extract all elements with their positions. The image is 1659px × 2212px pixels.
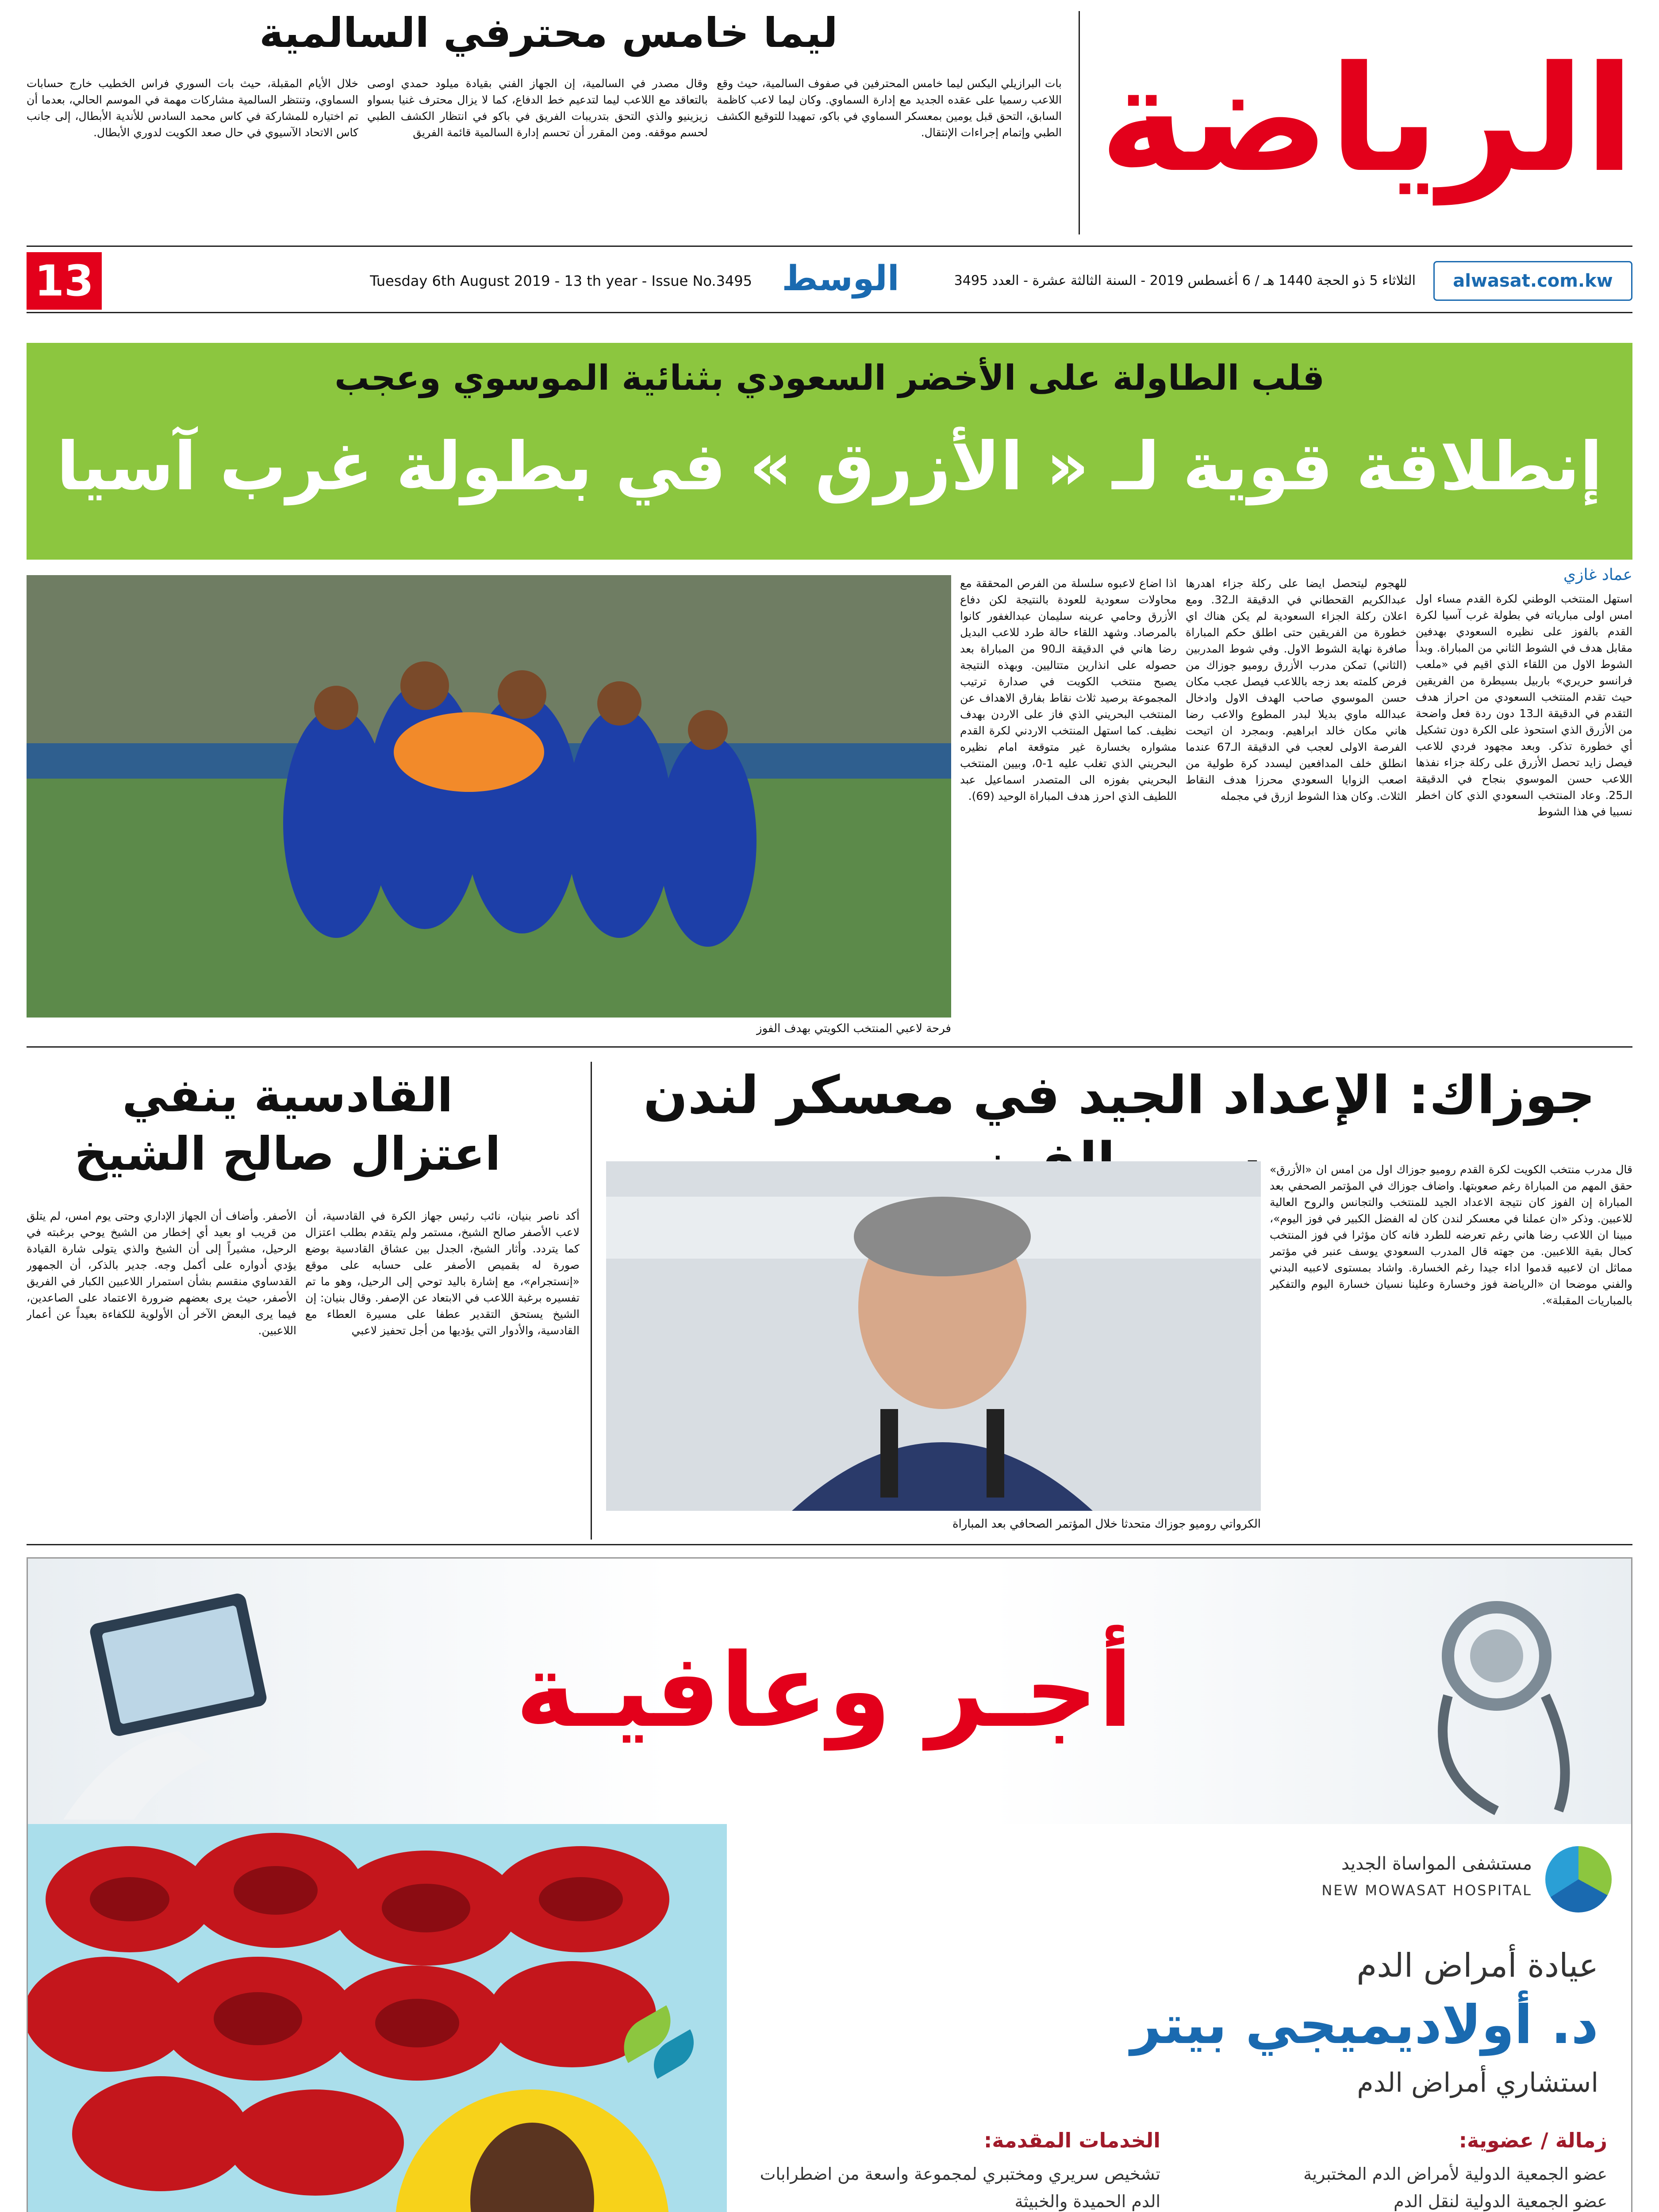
date-arabic: الثلاثاء 5 ذو الحجة 1440 هـ / 6 أغسطس 2019 - السنة الثالثة عشرة - العدد 3495 bbox=[954, 273, 1416, 288]
coach-press-conference-image bbox=[606, 1161, 1261, 1511]
lead-kicker: قلب الطاولة على الأخضر السعودي بثنائية الموسوي وعجب bbox=[334, 358, 1325, 398]
memberships-title: زمالة / عضوية: bbox=[1459, 2128, 1607, 2152]
coach-photo bbox=[606, 1161, 1261, 1511]
hospital-name-ar: مستشفى المواساة الجديد bbox=[1341, 1854, 1532, 1874]
top-headline: ليما خامس محترفي السالمية bbox=[259, 9, 838, 57]
lead-photo bbox=[27, 575, 951, 1018]
lead-photo-caption: فرحة لاعبي المنتخب الكويتي بهدف الفوز bbox=[757, 1022, 951, 1035]
mowasat-ad bbox=[27, 1557, 1632, 2212]
hospital-logo bbox=[1240, 1837, 1612, 1917]
service-item: تشخيص سريري ومختبري لمجموعة واسعة من اضطرابات الدم الحميدة والخبيثة bbox=[760, 2164, 1160, 2211]
players-celebrating-image bbox=[27, 575, 951, 1018]
top-col-3: خلال الأيام المقبلة، حيث بات السوري فراس الخطيب خارج حسابات السماوي، وتنتظر السالمية مشاركات مهمة في الموسم الحالي، بعدما أن تم اختياره للمشاركة في كاس محمد السادس للأندية الأبطال، إلى جانب كاس الاتحاد الآسيوي في حال صعد الكويت لدوري الأبطال. bbox=[27, 77, 358, 139]
tablet-hand-image bbox=[46, 1572, 276, 1820]
paper-name: الوسط bbox=[782, 259, 899, 299]
hospital-name-en: NEW MOWASAT HOSPITAL bbox=[1321, 1882, 1532, 1899]
doctor-specialty: استشاري أمراض الدم bbox=[1357, 2067, 1598, 2098]
top-col-2: وقال مصدر في السالمية، إن الجهاز الفني بقيادة ميلود حمدي اوصى بالتعاقد مع اللاعب ليما لتدعيم خط الدفاع، كما لا يزال محترف غنيا بسواو زيزينيو والذي التحق بتدريبات الفريق في باكو في انتظار الكشف الطبي لحسم موقفه. ومن المقرر أن تحسم إدارة السالمية قائمة الفريق bbox=[367, 77, 708, 139]
membership-item: عضو الجمعية الدولية لأمراض الدم المختبرية bbox=[1303, 2164, 1607, 2184]
masthead-logo bbox=[1084, 9, 1650, 239]
coach-text: قال مدرب منتخب الكويت لكرة القدم روميو جوزاك اول من امس ان «الأزرق» حقق المهم من المباراة رغم صعوبتها. واضاف جوزاك في المؤتمر الصحفي بعد المباراة إن الفوز كان نتيجة الاعداد الجيد للمنتخب والتجانس والروح العالية للاعبين. وذكر «ان عملنا في معسكر لندن كان له الفضل الكبير في فوز اليوم»، مبينا ان اللاعب رضا هاني رغم تعرضه للطرد فانه كان مؤثرا في فوز المنتخب كحال بقية اللاعبين. من جهته قال المدرب السعودي يوسف عنبر في مؤتمر مماثل ان لاعبيه قدموا اداء جيدا رغم الخسارة. واشاد بمستوى لاعبيه البدني والفني موضحا ان «الرياضة فوز وخسارة وعلينا نسيان خسارة اليوم والتفكير بالمباريات المقبلة». bbox=[1270, 1163, 1632, 1307]
articles-bottom-rule bbox=[27, 1544, 1632, 1545]
qadsia-col-1: أكد ناصر بنيان، نائب رئيس جهاز الكرة في القادسية، أن لاعب الأصفر صالح الشيخ، مستمر ولم يتقدم بطلب اعتزال كما يتردد. وأثار الشيخ، الجدل بين عشاق القادسية بوضع صورة له بقميص الأصفر على حسابه على موقع «إنستجرام»، مع إشارة باليد توحي إلى الرحيل، وهو ما تم تفسيره برغبة اللاعب في الابتعاد عن الإصفر. وقال بنيان: إن الشيخ يستحق التقدير عطفا على مسيرة العطاء مع القادسية، والأدوار التي يؤديها من أجل تحفيز لاعبي bbox=[305, 1210, 580, 1337]
date-english: Tuesday 6th August 2019 - 13 th year - Issue No.3495 bbox=[370, 273, 752, 289]
membership-item: عضو الجمعية الدولية لنقل الدم bbox=[1394, 2192, 1607, 2211]
site-box[interactable] bbox=[1433, 261, 1632, 301]
services-title: الخدمات المقدمة: bbox=[983, 2128, 1160, 2152]
ad-top-banner bbox=[28, 1559, 1632, 1824]
top-col-1: بات البرازيلي اليكس ليما خامس المحترفين في صفوف السالمية، حيث وقع اللاعب رسميا على عقده الجديد مع إدارة السماوي. وكان ليما لاعب كاظمة السابق، التحق قبل يومين بمعسكر السماوي في باكو، تمهيدا للتوقيع الكشف الطبي وإتمام إجراءات الإنتقال. bbox=[717, 77, 1062, 139]
coach-headline: جوزاك: الإعداد الجيد في معسكر لندن bbox=[643, 1064, 1596, 1125]
lead-banner bbox=[27, 343, 1632, 560]
hospital-logo-mark bbox=[1545, 1846, 1612, 1912]
clinic-title: عيادة أمراض الدم bbox=[1356, 1947, 1598, 1985]
memberships-list bbox=[1174, 2160, 1607, 2212]
doctor-name: د. أولاديميجي بيتر bbox=[1130, 1994, 1598, 2056]
site-url[interactable]: alwasat.com.kw bbox=[1453, 271, 1613, 291]
coach-qadsia-divider bbox=[591, 1062, 592, 1540]
ad-slogan: أجـر وعافيـة bbox=[515, 1632, 1133, 1750]
masthead-divider bbox=[1079, 11, 1080, 234]
lead-bottom-rule bbox=[27, 1046, 1632, 1048]
coach-photo-caption: الكرواتي روميو جوزاك متحدثا خلال المؤتمر الصحافي بعد المباراة bbox=[952, 1517, 1261, 1531]
qadsia-col-2: الأصفر. وأضاف أن الجهاز الإداري وحتى يوم امس، لم يتلق من قريب او بعيد أي إخطار من الشيخ يوحي برغبته في الرحيل، مشيراً إلى أن الشيخ والذي يتولى شارة القيادة يؤدي أدواره على أكمل وجه. جدير بالذكر، أن الجمهور القدساوي منقسم بشأن استمرار اللاعبين الكبار في الفريق الأصفر، حيث يرى بعضهم ضرورة الاعتماد على الصاعدين، فيما يرى البعض الآخر أن الأولوية للكفاءة بعيداً عن أعمار اللاعبين. bbox=[27, 1210, 296, 1337]
page-number: 13 bbox=[27, 252, 102, 310]
logo-text: الرياضة bbox=[1099, 35, 1635, 204]
ad-blood-panel bbox=[28, 1824, 727, 2212]
lead-col-3: اذا اضاع لاعبوه سلسلة من الفرص المحققة مع محاولات سعودية للعودة بالنتيجة لكن دفاع الأزرق وحامي عرينه سليمان عبدالغفور كانوا بالمرصاد. وشهد اللقاء حالة طرد للاعب البديل رضا هاني في الدقيقة الـ90 من المباراة بعد حصوله على انذارين متتاليين. وبهذه النتيجة يصبح منتخب الكويت في صدارة ترتيب المجموعة برصيد ثلاث نقاط بفارق الاهداف عن المنتخب البحريني الذي فاز على الاردن بهدف نظيف. كما استهل المنتخب الاردني لكرة القدم مشواره بخسارة غير متوقعة امام نظيره البحريني الذي تغلب عليه 1-0، وبيين المنتخب البحريني بفوزه الى المتصدر اسماعيل عبد اللطيف الذي احرز هدف المباراة الوحيد (69). bbox=[960, 577, 1177, 803]
lead-headline: إنطلاقة قوية لـ « الأزرق » في بطولة غرب آسيا bbox=[56, 428, 1603, 505]
lead-byline: عماد غازي bbox=[1563, 566, 1632, 584]
stethoscope-image bbox=[1373, 1563, 1621, 1820]
services-list bbox=[736, 2160, 1160, 2212]
infobar-bottom-rule bbox=[27, 312, 1632, 313]
lead-col-2: للهجوم ليتحصل ايضا على ركلة جزاء اهدرها عبدالكريم القحطاني في الدقيقة الـ32. ومع اعلان ركلة الجزاء السعودية لم يكن هناك اي خطورة من الفريقين حتى اطلق حكم المباراة صافرة نهاية الشوط الاول. وفي شوط المدربين (الثاني) تمكن مدرب الأزرق روميو جوزاك من فرض كلمته بعد زجه باللاعب فيصل عجب مكان حسن الموسوي صاحب الهدف الاول وادخال عبدالله ماوي بديلا لبدر المطوع والاعب رضا هاني مكان خالد ابراهيم. وبمجرد ان اتيحت الفرصة الاولى لعجب في الدقيقة الـ67 عندما انطلق خلف المدافعين ليسدد كرة طولية من اصعب الزوايا السعودي محرزا هدف النقاط الثلاث. وكان هذا الشوط ازرق في مجمله bbox=[1186, 577, 1407, 803]
lead-col-1: استهل المنتخب الوطني لكرة القدم مساء اول امس اولى مبارياته في بطولة غرب آسيا لكرة القدم بالفوز على نظيره السعودي بهدفين مقابل هدف في الشوط الثاني من المباراة. وبدأ الشوط الاول من اللقاء الذي اقيم في «ملعب فرانسو حريري» باربيل بسيطرة من الفريقين حيث تقدم المنتخب السعودي من احراز هدف التقدم في الدقيقة الـ13 دون ردة فعل واضحة من الأزرق الذي استحوذ على الكرة دون تشكيل أي خطورة تذكر. وبعد مجهود فردي للاعب فيصل زايد تحصل الأزرق على ركلة جزاء نفذها اللاعب حسن الموسوي بنجاح في الدقيقة الـ25. وعاد المنتخب السعودي الذي كان اخطر نسبيا في هذا الشوط bbox=[1416, 592, 1632, 818]
qadsia-headline: القادسية ينفي اعتزال صالح الشيخ bbox=[74, 1068, 501, 1181]
infobar-top-rule bbox=[27, 246, 1632, 247]
red-blood-cells-image bbox=[28, 1824, 727, 2212]
